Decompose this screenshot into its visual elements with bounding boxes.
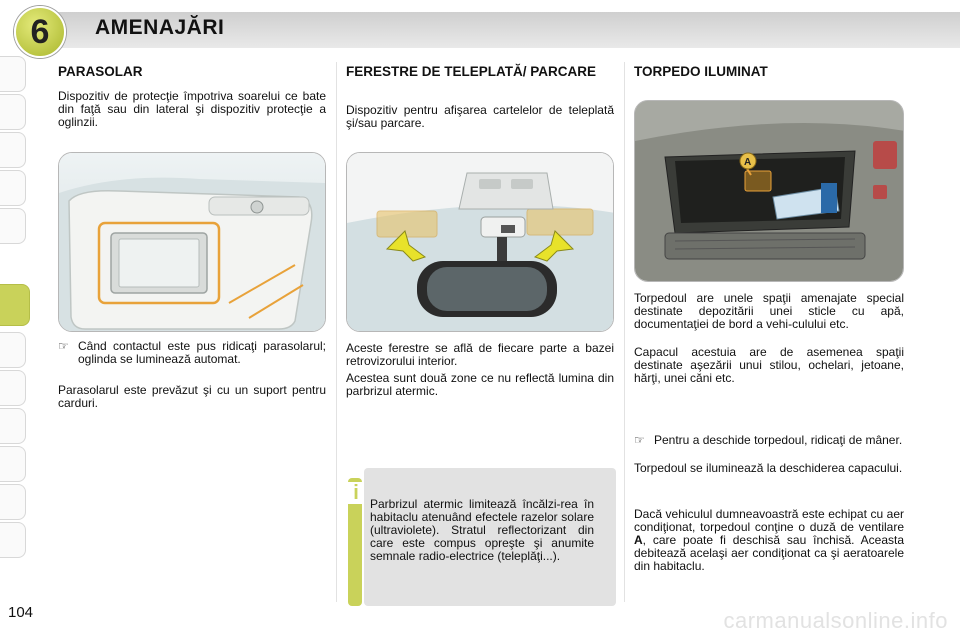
torpedo-para4-start: Dacă vehiculul dumneavoastră este echipat cu aer condiţionat, torpedoul conţine o duză de ventilare xyxy=(634,507,904,534)
chapter-tab[interactable] xyxy=(0,332,26,368)
torpedo-para3: Torpedoul se iluminează la deschiderea capacului. xyxy=(634,461,903,475)
column-divider xyxy=(336,62,337,602)
chapter-tab[interactable] xyxy=(0,446,26,482)
watermark: carmanualsonline.info xyxy=(723,608,948,633)
column-divider xyxy=(624,62,625,602)
torpedo-bullet xyxy=(634,434,904,447)
torpedo-para4-end: , care poate fi deschisă sau închisă. Aceasta debitează acelaşi aer condiţionat ca şi aeratoarele din habitaclu. xyxy=(634,533,904,573)
chapter-tab[interactable] xyxy=(0,56,26,92)
page-title: AMENAJĂRI xyxy=(95,16,225,39)
chapter-tab-active[interactable] xyxy=(0,284,30,326)
hand-pointer-icon: ☞ xyxy=(634,433,645,447)
ferestre-para1: Aceste ferestre se află de fiecare parte a bazei retrovizorului interior. xyxy=(346,341,614,368)
hand-pointer-icon: ☞ xyxy=(58,339,69,353)
chapter-tab[interactable] xyxy=(0,408,26,444)
glovebox-illustration xyxy=(634,100,904,282)
chapter-tabs xyxy=(0,56,30,576)
rearview-mirror-illustration xyxy=(346,152,614,332)
chapter-tab[interactable] xyxy=(0,370,26,406)
info-icon: i xyxy=(348,482,364,504)
ferestre-para2: Acestea sunt două zone ce nu reflectă lumina din parbrizul atermic. xyxy=(346,371,614,398)
chapter-tab[interactable] xyxy=(0,94,26,130)
info-box xyxy=(348,468,616,606)
ferestre-intro: Dispozitiv pentru afişarea cartelelor de teleplată şi/sau parcare. xyxy=(346,103,614,130)
chapter-tab[interactable] xyxy=(0,170,26,206)
torpedo-para2: Capacul acestuia are de asemenea spaţii destinate aşezării unui stilou, ochelari, jetoane, hărţi, unei căni etc. xyxy=(634,345,904,385)
chapter-tab[interactable] xyxy=(0,208,26,244)
chapter-tab[interactable] xyxy=(0,484,26,520)
section-title-parasolar: PARASOLAR xyxy=(58,64,143,79)
parasolar-bullet xyxy=(58,340,326,366)
torpedo-para1: Torpedoul are unele spaţii amenajate special destinate depozitării unei sticle cu apă, documentaţiei de bord a vehi-culului etc. xyxy=(634,291,904,331)
torpedo-bullet-text: Pentru a deschide torpedoul, ridicaţi de mâner. xyxy=(654,433,903,447)
section-title-torpedo: TORPEDO ILUMINAT xyxy=(634,64,768,79)
vent-a-reference: A xyxy=(634,533,643,547)
callout-a-label: A xyxy=(744,157,752,168)
chapter-tab[interactable] xyxy=(0,132,26,168)
torpedo-para4 xyxy=(634,508,904,573)
parasolar-note: Parasolarul este prevăzut şi cu un suport pentru carduri. xyxy=(58,383,326,410)
parasolar-bullet-text: Când contactul este pus ridicaţi parasolarul; oglinda se luminează automat. xyxy=(78,339,326,366)
sun-visor-illustration xyxy=(58,152,326,332)
parasolar-intro: Dispozitiv de protecţie împotriva soarelui ce bate din faţă sau din lateral şi dispozitiv protecţie a oglinzii. xyxy=(58,89,326,129)
chapter-tab[interactable] xyxy=(0,522,26,558)
page-number: 104 xyxy=(8,604,34,621)
info-text: Parbrizul atermic limitează încălzi-rea în habitaclu atenuând efectele razelor solare (ultraviolete). Stratul reflectorizant din care este compus opreşte şi anumite semnale radio-electrice (teleplăţi...). xyxy=(370,497,594,563)
chapter-badge: 6 xyxy=(14,6,66,58)
section-title-ferestre: FERESTRE DE TELEPLATĂ/ PARCARE xyxy=(346,64,597,79)
